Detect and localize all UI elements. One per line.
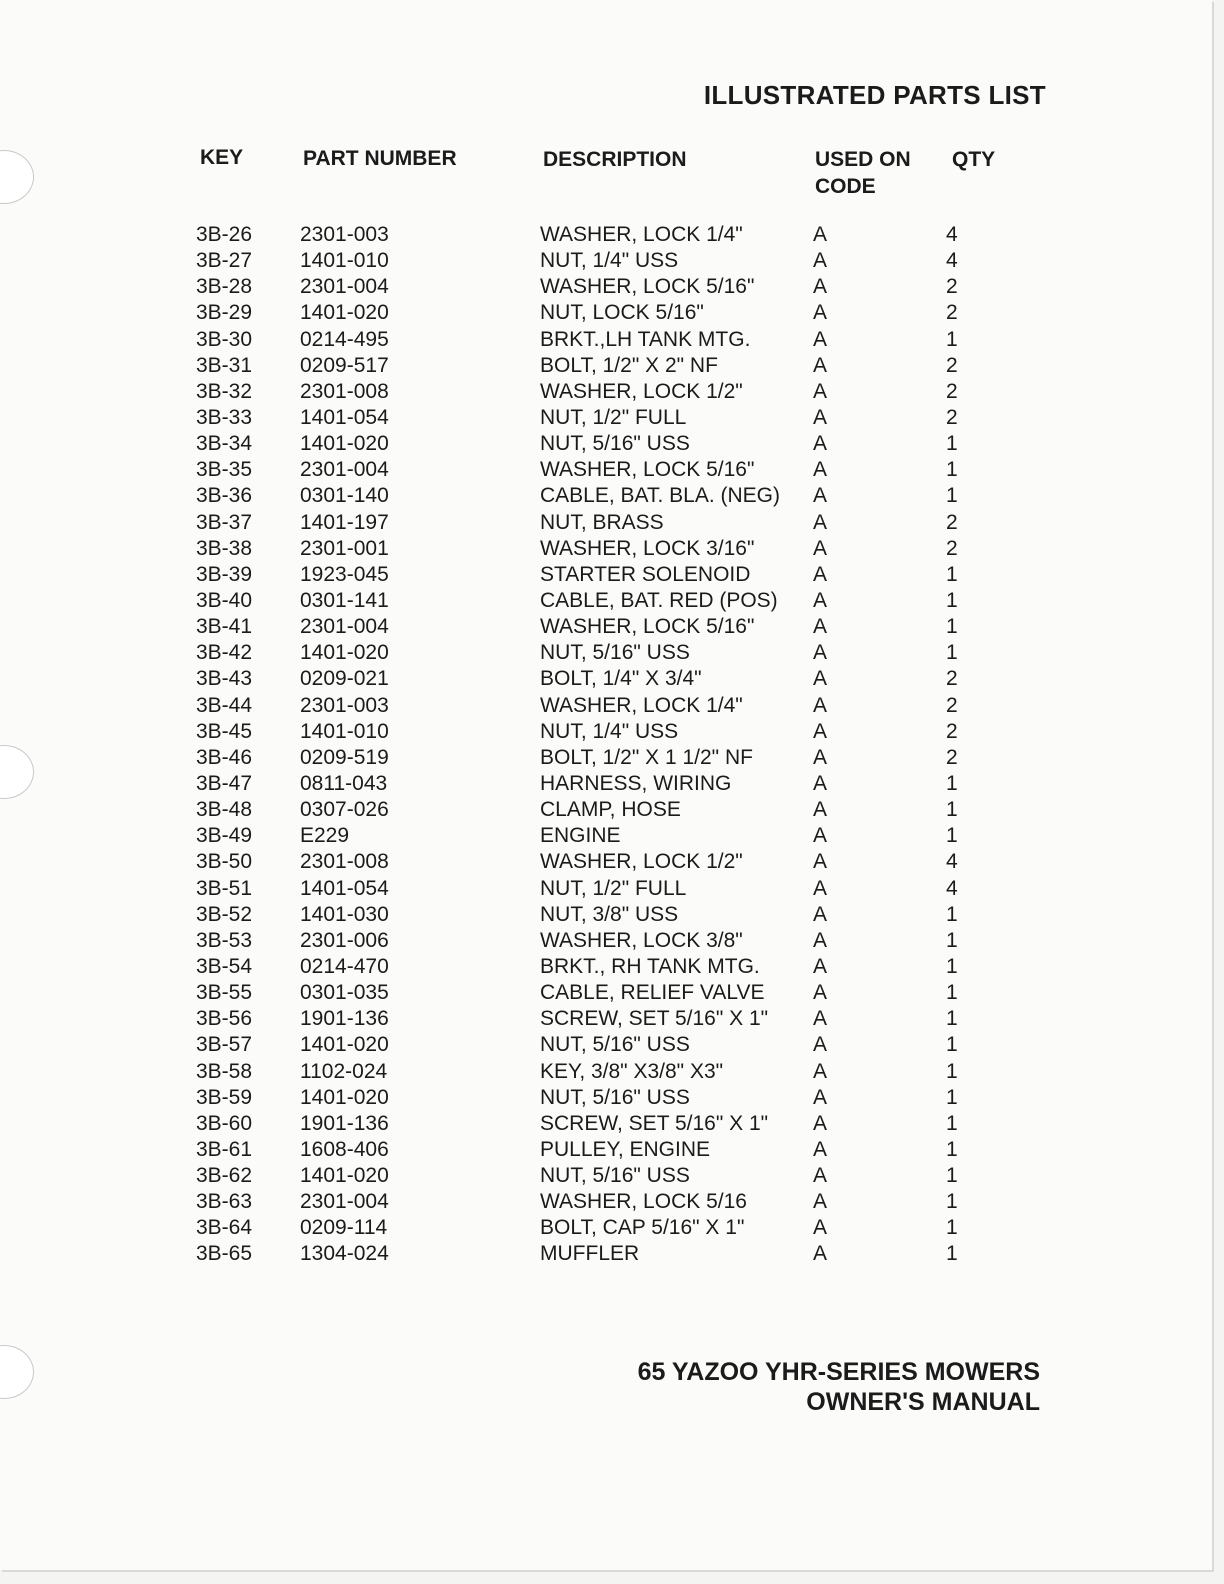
part-number: 1901-136 xyxy=(300,1111,389,1135)
header-key: KEY xyxy=(200,146,244,169)
part-key: 3B-56 xyxy=(196,1007,253,1031)
part-qty: 1 xyxy=(946,798,958,822)
table-row xyxy=(0,849,1212,875)
used-on-code: A xyxy=(813,1007,828,1031)
part-number: 1901-136 xyxy=(300,1007,389,1031)
part-qty: 2 xyxy=(946,745,958,769)
table-row xyxy=(0,405,1212,431)
part-key: 3B-36 xyxy=(196,484,253,508)
table-row xyxy=(0,379,1212,405)
part-key: 3B-35 xyxy=(196,458,253,482)
part-qty: 2 xyxy=(946,405,958,429)
part-description: WASHER, LOCK 5/16" xyxy=(540,615,755,639)
part-number: 2301-003 xyxy=(300,223,389,246)
used-on-code: A xyxy=(813,693,828,717)
part-description: CLAMP, HOSE xyxy=(540,798,681,822)
part-description: BOLT, 1/2" X 2" NF xyxy=(540,353,718,377)
used-on-code: A xyxy=(813,1216,828,1240)
part-number: 2301-006 xyxy=(300,928,389,952)
part-description: PULLEY, ENGINE xyxy=(540,1137,711,1161)
part-key: 3B-41 xyxy=(196,615,253,639)
part-qty: 1 xyxy=(946,484,958,508)
part-number: 1401-020 xyxy=(300,641,389,665)
part-key: 3B-52 xyxy=(196,902,253,926)
part-number: 1401-020 xyxy=(300,432,389,456)
part-qty: 1 xyxy=(946,1164,958,1188)
part-qty: 1 xyxy=(946,1111,958,1135)
part-qty: 1 xyxy=(946,1216,958,1240)
used-on-code: A xyxy=(813,1059,828,1083)
part-key: 3B-61 xyxy=(196,1137,253,1161)
part-number: 0209-517 xyxy=(300,353,389,377)
part-qty: 2 xyxy=(946,301,958,325)
part-number: 0301-035 xyxy=(300,981,389,1005)
part-key: 3B-54 xyxy=(196,954,253,978)
part-description: NUT, LOCK 5/16" xyxy=(540,301,704,325)
part-qty: 1 xyxy=(946,771,958,795)
part-number: 1304-024 xyxy=(300,1242,389,1266)
table-row xyxy=(0,666,1212,692)
part-description: BOLT, 1/2" X 1 1/2" NF xyxy=(540,745,753,769)
table-row xyxy=(0,1085,1212,1111)
part-qty: 2 xyxy=(946,275,958,299)
part-key: 3B-62 xyxy=(196,1164,253,1188)
part-number: 2301-001 xyxy=(300,536,389,560)
table-row xyxy=(0,719,1212,745)
table-row xyxy=(0,431,1212,457)
table-row xyxy=(0,823,1212,849)
part-description: BOLT, CAP 5/16" X 1" xyxy=(540,1216,745,1240)
table-row xyxy=(0,1059,1212,1085)
page-title: ILLUSTRATED PARTS LIST xyxy=(703,80,1046,110)
part-key: 3B-33 xyxy=(196,405,253,429)
used-on-code: A xyxy=(813,223,828,246)
part-description: WASHER, LOCK 3/16" xyxy=(540,536,755,560)
used-on-code: A xyxy=(813,1242,828,1266)
part-key: 3B-38 xyxy=(196,536,253,560)
table-row xyxy=(0,562,1212,588)
part-key: 3B-65 xyxy=(196,1242,253,1266)
part-qty: 2 xyxy=(946,353,958,377)
header-used-on-line1: USED ON xyxy=(815,148,911,171)
table-row xyxy=(0,327,1212,353)
used-on-code: A xyxy=(813,1085,828,1109)
part-qty: 4 xyxy=(946,850,958,874)
part-number: 1401-020 xyxy=(300,1164,389,1188)
used-on-code: A xyxy=(813,798,828,822)
binder-hole-top xyxy=(0,150,34,204)
parts-table xyxy=(0,222,1212,1268)
part-key: 3B-46 xyxy=(196,745,253,769)
part-number: 0209-114 xyxy=(300,1216,388,1240)
part-description: NUT, BRASS xyxy=(540,510,664,534)
used-on-code: A xyxy=(813,405,828,429)
used-on-code: A xyxy=(813,615,828,639)
used-on-code: A xyxy=(813,824,828,848)
part-description: BRKT., RH TANK MTG. xyxy=(540,954,760,978)
part-qty: 1 xyxy=(946,432,958,456)
part-description: WASHER, LOCK 1/2" xyxy=(540,379,743,403)
part-key: 3B-31 xyxy=(196,353,253,377)
part-qty: 2 xyxy=(946,667,958,691)
part-key: 3B-32 xyxy=(196,379,253,403)
part-qty: 1 xyxy=(946,1190,958,1214)
part-key: 3B-26 xyxy=(196,223,253,246)
used-on-code: A xyxy=(813,301,828,325)
used-on-code: A xyxy=(813,667,828,691)
used-on-code: A xyxy=(813,353,828,377)
used-on-code: A xyxy=(813,745,828,769)
table-row xyxy=(0,1032,1212,1058)
header-part-number: PART NUMBER xyxy=(303,147,457,170)
used-on-code: A xyxy=(813,588,828,612)
part-number: 0214-495 xyxy=(300,327,389,351)
part-description: CABLE, BAT. RED (POS) xyxy=(540,588,778,612)
part-qty: 2 xyxy=(946,719,958,743)
part-number: 2301-008 xyxy=(300,850,389,874)
table-row xyxy=(0,693,1212,719)
part-description: NUT, 5/16" USS xyxy=(540,1085,690,1109)
table-row xyxy=(0,745,1212,771)
used-on-code: A xyxy=(813,484,828,508)
part-qty: 1 xyxy=(946,588,958,612)
part-description: ENGINE xyxy=(540,824,621,848)
part-description: WASHER, LOCK 5/16" xyxy=(540,275,755,299)
part-key: 3B-44 xyxy=(196,693,253,717)
used-on-code: A xyxy=(813,902,828,926)
binder-hole-bottom xyxy=(0,1345,34,1399)
part-description: CABLE, BAT. BLA. (NEG) xyxy=(540,484,781,508)
part-key: 3B-58 xyxy=(196,1059,253,1083)
part-description: WASHER, LOCK 3/8" xyxy=(540,928,743,952)
table-row xyxy=(0,876,1212,902)
table-row xyxy=(0,1137,1212,1163)
part-description: MUFFLER xyxy=(540,1242,640,1266)
table-row xyxy=(0,353,1212,379)
part-qty: 1 xyxy=(946,327,958,351)
part-number: 1401-054 xyxy=(300,876,389,900)
part-number: 2301-004 xyxy=(300,1190,389,1214)
part-qty: 1 xyxy=(946,458,958,482)
part-number: 1102-024 xyxy=(300,1059,388,1083)
table-row xyxy=(0,640,1212,666)
part-key: 3B-47 xyxy=(196,771,253,795)
header-used-on xyxy=(815,146,911,200)
table-row xyxy=(0,457,1212,483)
used-on-code: A xyxy=(813,771,828,795)
table-row xyxy=(0,614,1212,640)
table-row xyxy=(0,274,1212,300)
table-row xyxy=(0,797,1212,823)
table-row xyxy=(0,928,1212,954)
table-row xyxy=(0,1163,1212,1189)
header-qty: QTY xyxy=(952,148,996,171)
part-number: E229 xyxy=(300,824,350,848)
table-row xyxy=(0,902,1212,928)
part-description: NUT, 5/16" USS xyxy=(540,641,690,665)
table-row xyxy=(0,248,1212,274)
part-key: 3B-55 xyxy=(196,981,253,1005)
used-on-code: A xyxy=(813,536,828,560)
part-description: NUT, 1/2" FULL xyxy=(540,405,687,429)
part-description: NUT, 1/4" USS xyxy=(540,249,679,273)
part-qty: 4 xyxy=(946,223,958,246)
part-qty: 1 xyxy=(946,1085,958,1109)
used-on-code: A xyxy=(813,1033,828,1057)
part-key: 3B-42 xyxy=(196,641,253,665)
part-key: 3B-43 xyxy=(196,667,253,691)
table-row xyxy=(0,954,1212,980)
table-row xyxy=(0,588,1212,614)
part-qty: 4 xyxy=(946,249,958,273)
used-on-code: A xyxy=(813,1137,828,1161)
table-row xyxy=(0,536,1212,562)
part-key: 3B-63 xyxy=(196,1190,253,1214)
used-on-code: A xyxy=(813,249,828,273)
part-description: WASHER, LOCK 1/4" xyxy=(540,223,743,246)
footer-subtitle: OWNER'S MANUAL xyxy=(806,1388,1040,1416)
footer-title: 65 YAZOO YHR-SERIES MOWERS xyxy=(637,1358,1040,1386)
part-qty: 1 xyxy=(946,981,958,1005)
part-number: 1401-020 xyxy=(300,1033,389,1057)
table-row xyxy=(0,1241,1212,1267)
part-number: 1401-010 xyxy=(300,719,389,743)
part-key: 3B-39 xyxy=(196,562,253,586)
part-description: NUT, 5/16" USS xyxy=(540,432,690,456)
part-key: 3B-51 xyxy=(196,876,253,900)
used-on-code: A xyxy=(813,1190,828,1214)
table-row xyxy=(0,771,1212,797)
part-number: 1923-045 xyxy=(300,562,389,586)
part-description: NUT, 5/16" USS xyxy=(540,1164,690,1188)
used-on-code: A xyxy=(813,1164,828,1188)
part-number: 2301-004 xyxy=(300,275,389,299)
part-description: WASHER, LOCK 5/16 xyxy=(540,1190,747,1214)
table-row xyxy=(0,1215,1212,1241)
part-qty: 1 xyxy=(946,1059,958,1083)
part-number: 2301-003 xyxy=(300,693,389,717)
part-key: 3B-37 xyxy=(196,510,253,534)
part-key: 3B-60 xyxy=(196,1111,253,1135)
part-number: 1608-406 xyxy=(300,1137,389,1161)
header-used-on-line2: CODE xyxy=(815,175,876,198)
part-number: 0209-519 xyxy=(300,745,389,769)
part-description: NUT, 1/4" USS xyxy=(540,719,679,743)
part-qty: 1 xyxy=(946,1007,958,1031)
used-on-code: A xyxy=(813,1111,828,1135)
part-qty: 2 xyxy=(946,693,958,717)
part-qty: 1 xyxy=(946,824,958,848)
header-description: DESCRIPTION xyxy=(543,148,687,171)
part-number: 1401-010 xyxy=(300,249,389,273)
part-description: NUT, 3/8" USS xyxy=(540,902,679,926)
used-on-code: A xyxy=(813,954,828,978)
part-qty: 1 xyxy=(946,1033,958,1057)
part-key: 3B-30 xyxy=(196,327,253,351)
part-number: 1401-030 xyxy=(300,902,389,926)
used-on-code: A xyxy=(813,641,828,665)
part-number: 1401-020 xyxy=(300,1085,389,1109)
part-qty: 2 xyxy=(946,536,958,560)
part-qty: 1 xyxy=(946,1242,958,1266)
part-description: WASHER, LOCK 5/16" xyxy=(540,458,755,482)
used-on-code: A xyxy=(813,719,828,743)
part-number: 0214-470 xyxy=(300,954,389,978)
part-description: BRKT.,LH TANK MTG. xyxy=(540,327,751,351)
part-key: 3B-34 xyxy=(196,432,253,456)
table-row xyxy=(0,1111,1212,1137)
part-number: 2301-004 xyxy=(300,615,389,639)
table-row xyxy=(0,1189,1212,1215)
part-qty: 1 xyxy=(946,641,958,665)
part-key: 3B-28 xyxy=(196,275,253,299)
part-key: 3B-40 xyxy=(196,588,253,612)
part-qty: 2 xyxy=(946,379,958,403)
used-on-code: A xyxy=(813,981,828,1005)
table-row xyxy=(0,483,1212,509)
part-key: 3B-53 xyxy=(196,928,253,952)
used-on-code: A xyxy=(813,432,828,456)
table-row xyxy=(0,980,1212,1006)
part-description: BOLT, 1/4" X 3/4" xyxy=(540,667,702,691)
part-qty: 1 xyxy=(946,562,958,586)
part-number: 1401-020 xyxy=(300,301,389,325)
part-key: 3B-27 xyxy=(196,249,253,273)
part-number: 2301-004 xyxy=(300,458,389,482)
part-description: STARTER SOLENOID xyxy=(540,562,751,586)
part-description: NUT, 1/2" FULL xyxy=(540,876,687,900)
part-qty: 1 xyxy=(946,902,958,926)
part-key: 3B-49 xyxy=(196,824,253,848)
part-description: SCREW, SET 5/16" X 1" xyxy=(540,1007,769,1031)
part-description: WASHER, LOCK 1/2" xyxy=(540,850,743,874)
used-on-code: A xyxy=(813,379,828,403)
part-key: 3B-45 xyxy=(196,719,253,743)
part-number: 0307-026 xyxy=(300,798,389,822)
part-description: NUT, 5/16" USS xyxy=(540,1033,690,1057)
part-qty: 4 xyxy=(946,876,958,900)
used-on-code: A xyxy=(813,562,828,586)
used-on-code: A xyxy=(813,850,828,874)
part-number: 0301-140 xyxy=(300,484,389,508)
part-number: 1401-054 xyxy=(300,405,389,429)
used-on-code: A xyxy=(813,510,828,534)
part-key: 3B-48 xyxy=(196,798,253,822)
part-key: 3B-29 xyxy=(196,301,253,325)
part-key: 3B-64 xyxy=(196,1216,253,1240)
part-number: 0209-021 xyxy=(300,667,389,691)
part-number: 1401-197 xyxy=(300,510,389,534)
part-description: SCREW, SET 5/16" X 1" xyxy=(540,1111,769,1135)
used-on-code: A xyxy=(813,327,828,351)
table-row xyxy=(0,510,1212,536)
part-number: 0301-141 xyxy=(300,588,389,612)
part-qty: 1 xyxy=(946,1137,958,1161)
table-row xyxy=(0,222,1212,248)
part-number: 0811-043 xyxy=(300,771,388,795)
used-on-code: A xyxy=(813,876,828,900)
part-key: 3B-59 xyxy=(196,1085,253,1109)
part-qty: 2 xyxy=(946,510,958,534)
part-number: 2301-008 xyxy=(300,379,389,403)
part-qty: 1 xyxy=(946,615,958,639)
used-on-code: A xyxy=(813,928,828,952)
table-row xyxy=(0,300,1212,326)
part-description: HARNESS, WIRING xyxy=(540,771,732,795)
part-description: WASHER, LOCK 1/4" xyxy=(540,693,743,717)
part-description: KEY, 3/8" X3/8" X3" xyxy=(540,1059,724,1083)
used-on-code: A xyxy=(813,275,828,299)
part-description: CABLE, RELIEF VALVE xyxy=(540,981,765,1005)
part-qty: 1 xyxy=(946,954,958,978)
part-qty: 1 xyxy=(946,928,958,952)
part-key: 3B-50 xyxy=(196,850,253,874)
part-key: 3B-57 xyxy=(196,1033,253,1057)
used-on-code: A xyxy=(813,458,828,482)
table-row xyxy=(0,1006,1212,1032)
